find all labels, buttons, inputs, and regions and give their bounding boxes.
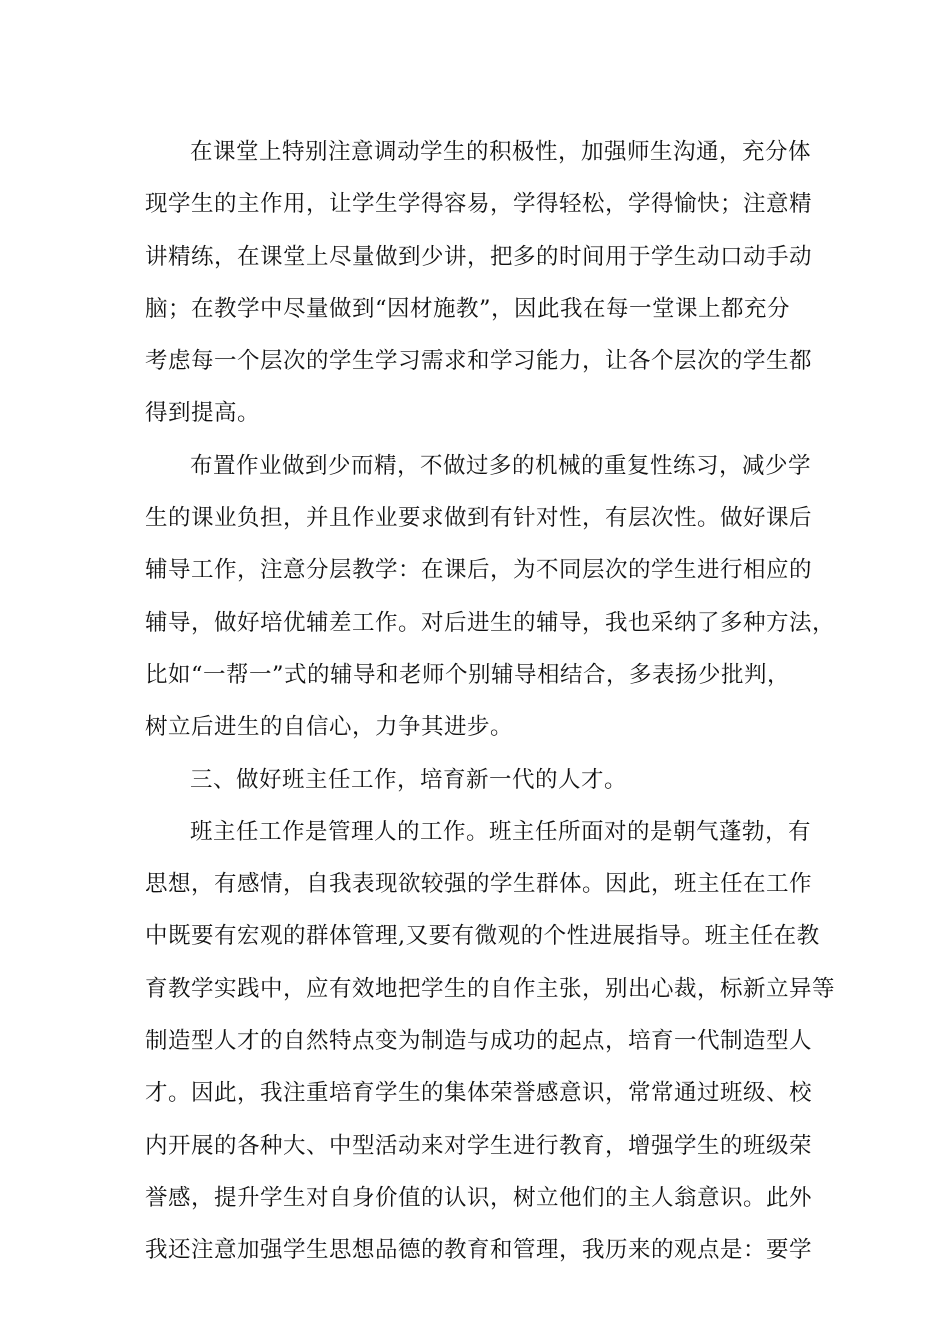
section-heading: 三、做好班主任工作，培育新一代的人才。: [190, 766, 628, 793]
paragraph-2-line-4: 辅导，做好培优辅差工作。对后进生的辅导，我也采纳了多种方法，: [145, 609, 836, 636]
paragraph-3-line-1: 班主任工作是管理人的工作。班主任所面对的是朝气蓬勃，有: [190, 818, 812, 845]
paragraph-1-line-1: 在课堂上特别注意调动学生的积极性，加强师生沟通，充分体: [190, 139, 812, 165]
paragraph-1-line-5: 考虑每一个层次的学生学习需求和学习能力，让各个层次的学生都: [145, 348, 813, 375]
paragraph-1-line-4: 脑；在教学中尽量做到“因材施教”，因此我在每一堂课上都充分: [145, 295, 791, 322]
paragraph-3-line-4: 育教学实践中，应有效地把学生的自作主张，别出心裁，标新立异等: [145, 975, 836, 1002]
paragraph-2-line-1: 布置作业做到少而精，不做过多的机械的重复性练习，减少学: [190, 452, 812, 479]
paragraph-2-line-5: 比如“一帮一”式的辅导和老师个别辅导相结合，多表扬少批判，: [145, 661, 791, 688]
paragraph-3-line-6: 才。因此，我注重培育学生的集体荣誉感意识，常常通过班级、校: [145, 1080, 813, 1107]
paragraph-3-line-8: 誉感，提升学生对自身价值的认识，树立他们的主人翁意识。此外: [145, 1184, 813, 1211]
paragraph-3-line-2: 思想，有感情，自我表现欲较强的学生群体。因此，班主任在工作: [145, 871, 813, 898]
paragraph-2-line-3: 辅导工作，注意分层教学：在课后，为不同层次的学生进行相应的: [145, 557, 813, 584]
paragraph-3-line-9: 我还注意加强学生思想品德的教育和管理，我历来的观点是：要学: [145, 1237, 813, 1264]
paragraph-1-line-3: 讲精练，在课堂上尽量做到少讲，把多的时间用于学生动口动手动: [145, 243, 813, 270]
paragraph-3-line-3: 中既要有宏观的群体管理,又要有微观的个性进展指导。班主任在教: [145, 923, 820, 950]
paragraph-2-line-2: 生的课业负担，并且作业要求做到有针对性，有层次性。做好课后: [145, 505, 813, 532]
paragraph-2-line-6: 树立后进生的自信心，力争其进步。: [145, 714, 514, 741]
body-text: [145, 133, 835, 1284]
paragraph-1-line-2: 现学生的主作用，让学生学得容易，学得轻松，学得愉快；注意精: [145, 191, 813, 218]
paragraph-1-line-6: 得到提高。: [145, 400, 261, 427]
paragraph-3-line-5: 制造型人才的自然特点变为制造与成功的起点，培育一代制造型人: [145, 1028, 813, 1055]
paragraph-3-line-7: 内开展的各种大、中型活动来对学生进行教育，增强学生的班级荣: [145, 1132, 813, 1159]
